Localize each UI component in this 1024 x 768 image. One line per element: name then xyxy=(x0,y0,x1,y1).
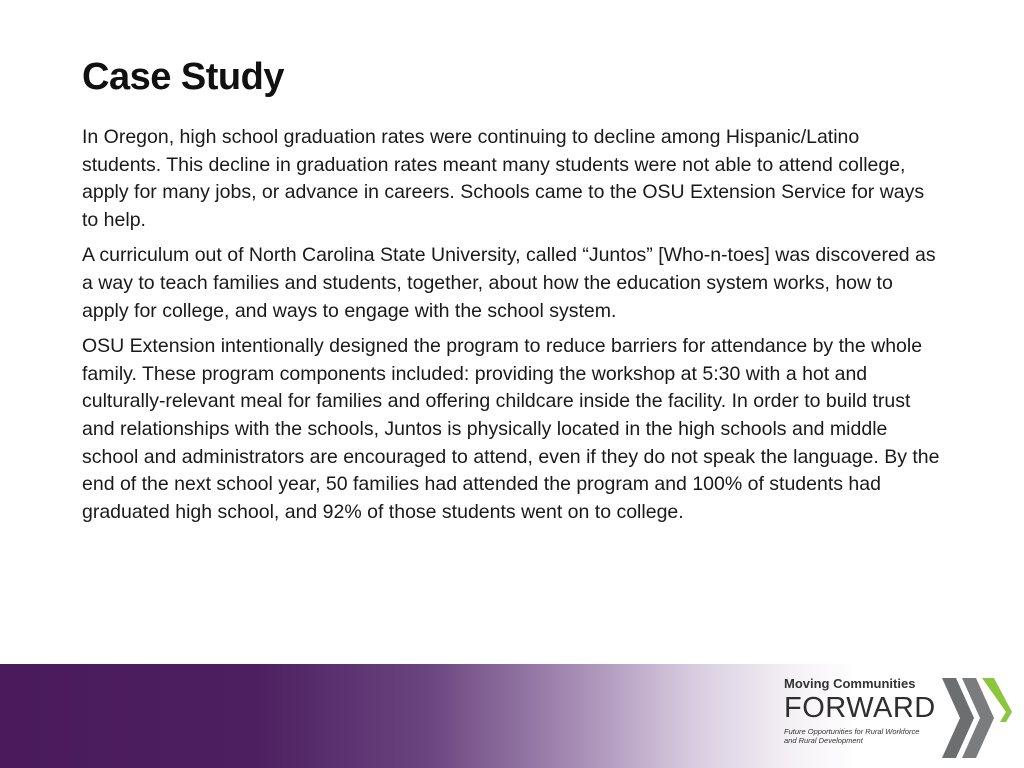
moving-communities-forward-logo xyxy=(784,676,1014,760)
paragraph-3: OSU Extension intentionally designed the program to reduce barriers for attendance by the whole family. These program components included: providing the workshop at 5:30 with a hot and culturally-relevant meal for families and offering childcare inside the facility. In order to build trust and relationships with the schools, Juntos is physically located in the high schools and middle school and administrators are encouraged to attend, even if they do not speak the language. By the end of the next school year, 50 families had attended the program and 100% of students had graduated high school, and 92% of those students went on to college. xyxy=(82,335,940,523)
paragraph-1: In Oregon, high school graduation rates were continuing to decline among Hispanic/Latino students. This decline in graduation rates meant many students were not able to attend college, apply for many jobs, or advance in careers. Schools came to the OSU Extension Service for ways to help. xyxy=(82,126,925,231)
slide-title: Case Study xyxy=(82,56,284,98)
slide-body xyxy=(82,124,942,534)
logo-tagline: Future Opportunities for Rural Workforce and Rural Development xyxy=(784,727,920,745)
logo-top-line: Moving Communities xyxy=(784,676,916,691)
chevrons-icon xyxy=(936,676,1014,760)
paragraph-2: A curriculum out of North Carolina State University, called “Juntos” [Who-n-toes] was discovered as a way to teach families and students, together, about how the education system works, how to apply for college, and ways to engage with the school system. xyxy=(82,244,936,322)
logo-main-word: FORWARD xyxy=(784,692,936,724)
